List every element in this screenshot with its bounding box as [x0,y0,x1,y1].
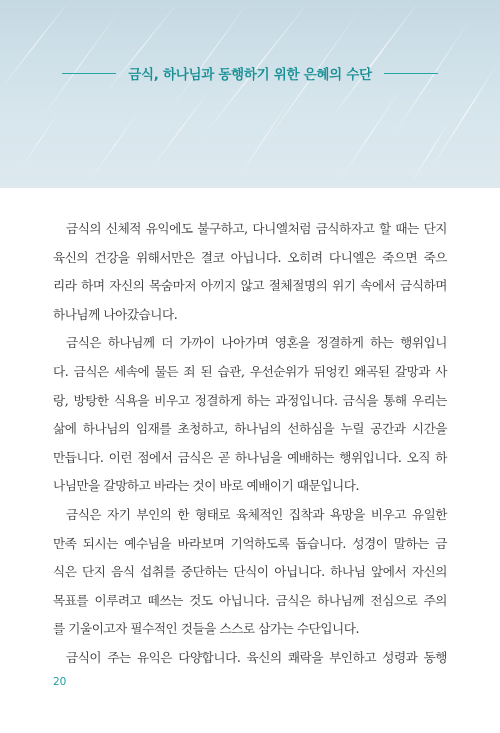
text-line: 리라 하며 자신의 목숨마저 아끼지 않고 절체절명의 위기 속에서 금식하며 [53,278,447,294]
text-line: 목표를 이루려고 떼쓰는 것도 아닙니다. 금식은 하나님께 전심으로 주의 [53,592,447,608]
paragraph-2 [53,329,447,501]
text-line: 금식은 하나님께 더 가까이 나아가며 영혼을 정결하게 하는 행위입니 [66,335,447,351]
header-banner [0,0,500,188]
text-line: 식은 단지 음식 섭취를 중단하는 단식이 아닙니다. 하나님 앞에서 자신의 [53,564,447,580]
text-line: 만족 되시는 예수님을 바라보며 기억하도록 돕습니다. 성경이 말하는 금 [53,535,447,551]
text-line: 육신의 건강을 위해서만은 결코 아닙니다. 오히려 다니엘은 죽으면 죽으 [53,249,447,265]
text-line: 금식의 신체적 유익에도 불구하고, 다니엘처럼 금식하자고 할 때는 단지 [66,221,447,236]
paragraph-3 [53,501,447,644]
text-line: 나님만을 갈망하고 바라는 것이 바로 예배이기 때문입니다. [53,478,360,494]
body-text [53,215,447,673]
paragraph-4 [53,644,447,673]
light-streaks-decoration [0,0,500,188]
text-line: 다. 금식은 세속에 물든 죄 된 습관, 우선순위가 뒤엉킨 왜곡된 갈망과 사 [53,363,447,379]
title-rule-left [62,73,116,74]
text-line: 만듭니다. 이런 점에서 금식은 곧 하나님을 예배하는 행위입니다. 오직 하 [53,449,447,465]
text-line: 금식이 주는 유익은 다양합니다. 육신의 쾌락을 부인하고 성령과 동행 [66,649,447,665]
text-line: 삶에 하나님의 임재를 초청하고, 하나님의 선하심을 누릴 공간과 시간을 [53,421,447,437]
title-rule-right [384,73,438,74]
text-line: 하나님께 나아갔습니다. [53,306,178,322]
text-line: 랑, 방탕한 식욕을 비우고 정결하게 하는 과정입니다. 금식을 통해 우리는 [53,392,447,408]
paragraph-1 [53,215,447,329]
page-number: 20 [53,676,67,688]
chapter-title: 금식, 하나님과 동행하기 위한 은혜의 수단 [128,67,372,83]
text-line: 를 기울이고자 필수적인 것들을 스스로 삼가는 수단입니다. [53,621,360,637]
chapter-title-row [62,63,438,83]
text-line: 금식은 자기 부인의 한 형태로 육체적인 집착과 욕망을 비우고 유일한 [66,506,447,522]
